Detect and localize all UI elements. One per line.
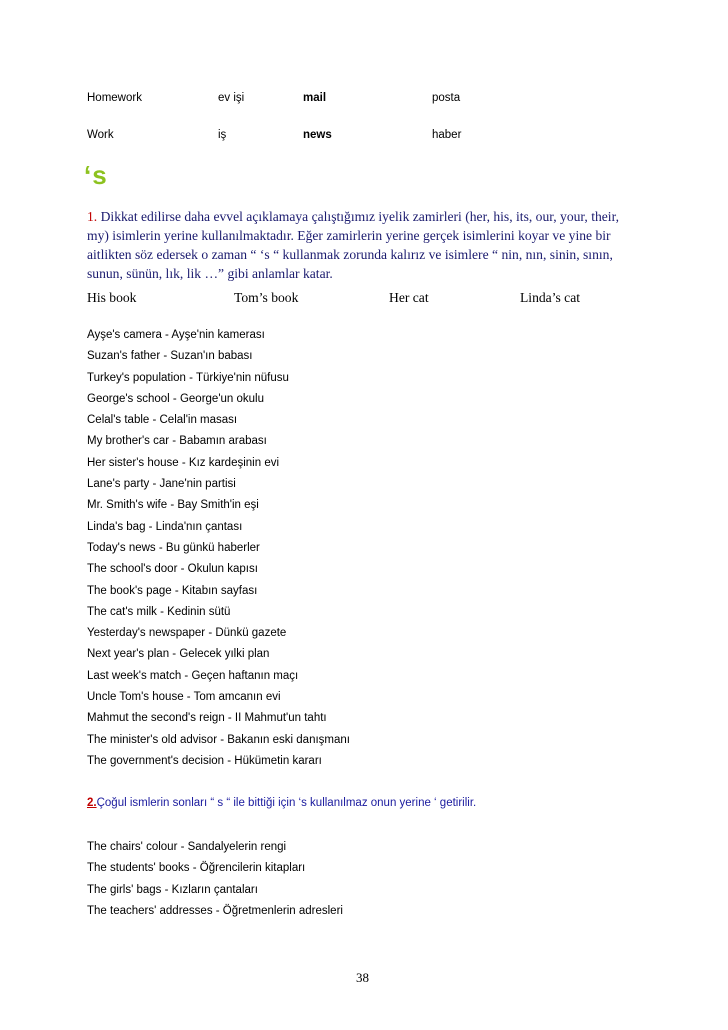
vocab-word: news (303, 129, 332, 141)
list-item: The girls' bags - Kızların çantaları (87, 883, 258, 896)
list-item: Ayşe's camera - Ayşe'nin kamerası (87, 329, 265, 341)
list-item: Suzan's father - Suzan'ın babası (87, 350, 253, 363)
rule-2-number: 2. (87, 797, 97, 809)
list-item: George's school - George'un okulu (87, 392, 264, 405)
example-item: Her cat (389, 290, 429, 305)
rule-1-number: 1. (87, 209, 98, 224)
vocab-translation: haber (432, 129, 462, 141)
vocab-translation: iş (218, 129, 227, 141)
list-item: The school's door - Okulun kapısı (87, 563, 258, 576)
example-item: His book (87, 290, 137, 305)
list-item: Yesterday's newspaper - Dünkü gazete (87, 627, 287, 640)
list-item: The cat's milk - Kedinin sütü (87, 605, 231, 618)
vocab-translation: posta (432, 92, 461, 104)
list-item: The minister's old advisor - Bakanın eski danışmanı (87, 733, 350, 746)
list-item: Last week's match - Geçen haftanın maçı (87, 669, 299, 682)
list-item: Her sister's house - Kız kardeşinin evi (87, 456, 280, 469)
vocab-row (87, 92, 647, 108)
list-item: The government's decision - Hükümetin kararı (87, 754, 322, 767)
list-item: Today's news - Bu günkü haberler (87, 541, 260, 554)
example-item: Tom’s book (234, 290, 299, 305)
list-item: The chairs' colour - Sandalyelerin rengi (87, 841, 287, 853)
vocab-word: Homework (87, 92, 142, 104)
list-item: Mr. Smith's wife - Bay Smith'in eşi (87, 499, 259, 512)
list-item: Linda's bag - Linda'nın çantası (87, 520, 243, 533)
rule-2-text: Çoğul ismlerin sonları “ s “ ile bittiği için ‘s kullanılmaz onun yerine ‘ getirilir. (96, 797, 477, 809)
list-item: Next year's plan - Gelecek yılki plan (87, 648, 270, 661)
page-number: 38 (356, 970, 369, 985)
list-item: Celal's table - Celal'in masası (87, 414, 238, 427)
vocab-translation: ev işi (218, 92, 245, 104)
vocab-word: mail (303, 92, 327, 104)
list-item: The teachers' addresses - Öğretmenlerin adresleri (87, 904, 343, 917)
possessive-example-list (87, 328, 350, 775)
list-item: The students' books - Öğrencilerin kitapları (87, 862, 306, 875)
example-row (87, 290, 647, 308)
list-item: Turkey's population - Türkiye'nin nüfusu (87, 371, 289, 384)
list-item: Uncle Tom's house - Tom amcanın evi (87, 691, 281, 704)
rule-1-text: Dikkat edilirse daha evvel açıklamaya çalıştığımız iyelik zamirleri (her, his, its, our, your, their, my) isimlerin yerine kullanılmaktadır. Eğer zamirlerin yerine gerçek isimlerini koyar ve yine bir aitlikten söz edersek o zaman “ ‘s “ kullanmak zorunda kalırız ve isimlere “ nin, nın, sinin, sının, sunun, sünün, lık, lik …” gibi anlamlar katar. (87, 209, 619, 281)
rule-1-paragraph (87, 207, 627, 283)
example-item: Linda’s cat (520, 290, 581, 305)
vocab-word: Work (87, 129, 114, 141)
list-item: Lane's party - Jane'nin partisi (87, 478, 236, 491)
list-item: The book's page - Kitabın sayfası (87, 584, 258, 597)
list-item: Mahmut the second's reign - II Mahmut'un tahtı (87, 712, 327, 725)
rule-2-paragraph (87, 797, 476, 809)
plural-example-list (87, 840, 343, 925)
vocab-row (87, 129, 647, 145)
section-heading: ‘s (84, 160, 108, 190)
list-item: My brother's car - Babamın arabası (87, 435, 267, 448)
